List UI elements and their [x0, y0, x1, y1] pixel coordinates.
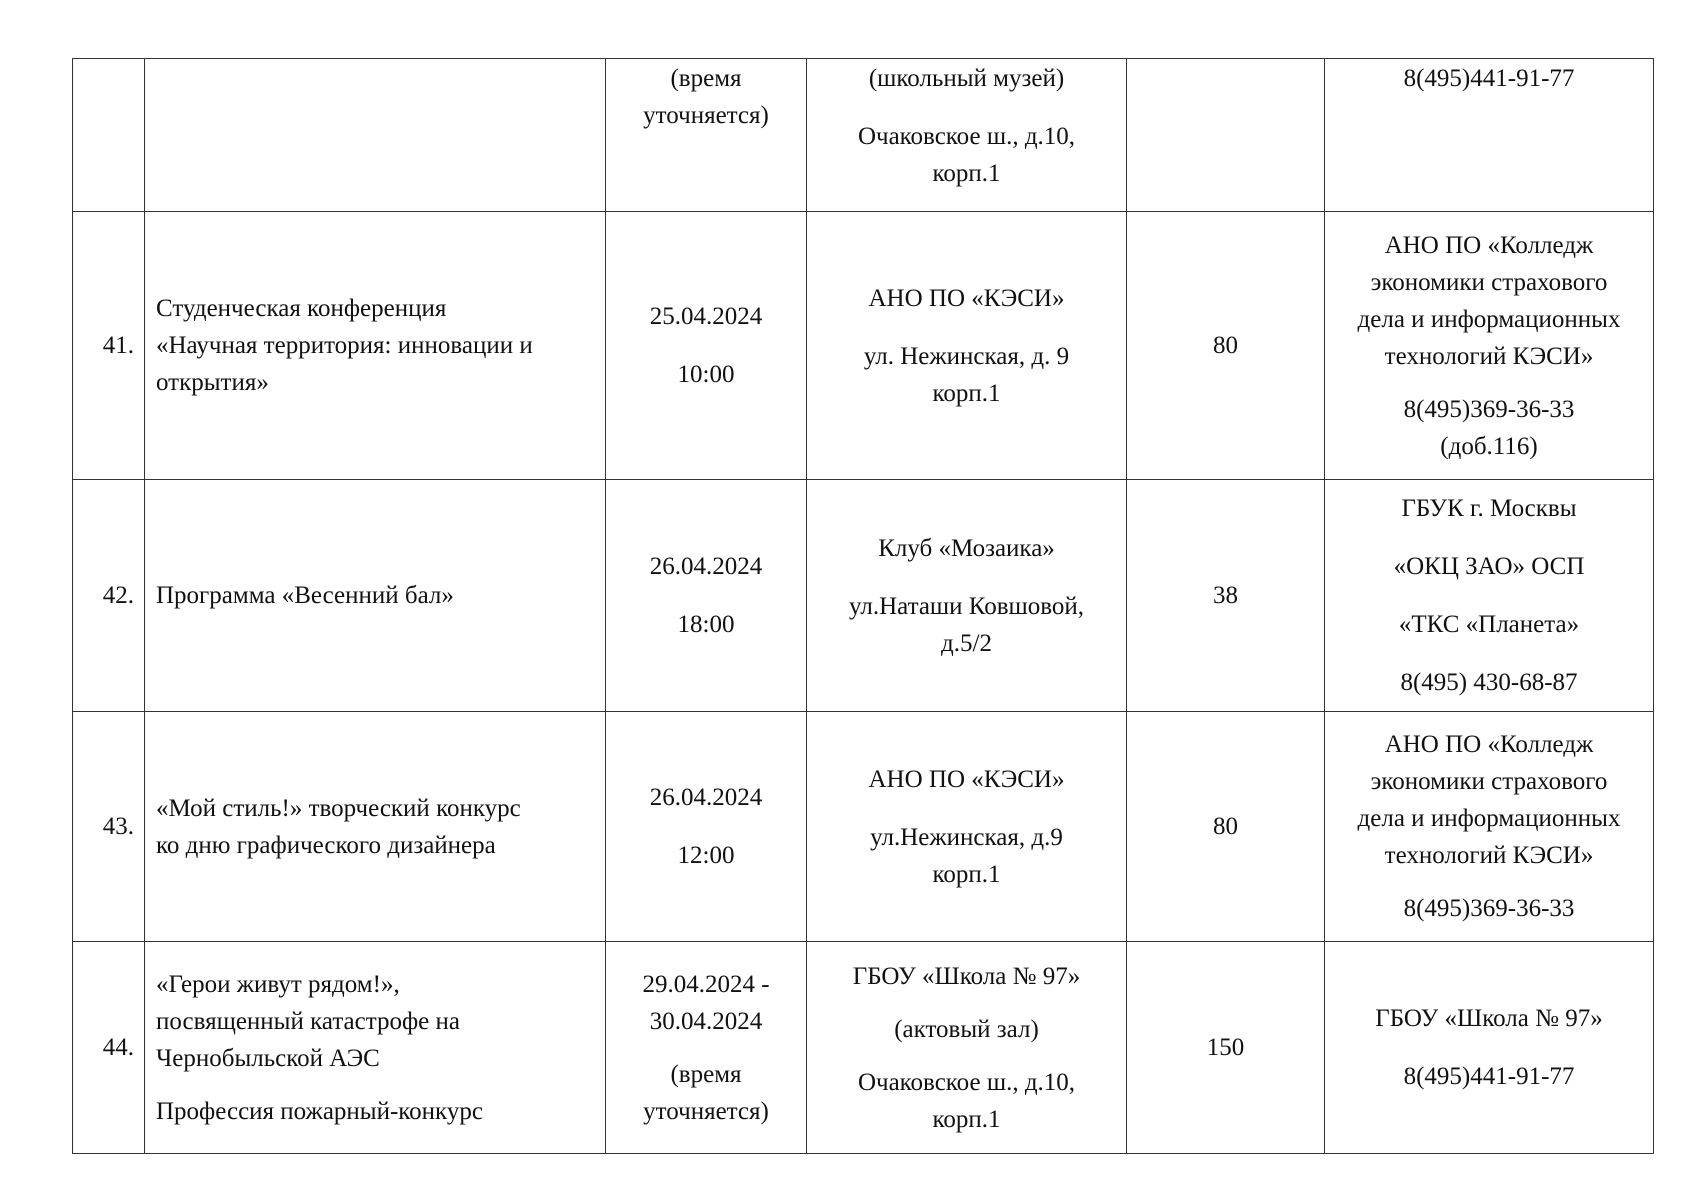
event-date-cell — [606, 942, 807, 1154]
participants-cell — [1127, 712, 1325, 942]
organizer-cell — [1325, 212, 1654, 480]
row-number-cell — [73, 59, 145, 212]
participants-count: 80 — [1213, 332, 1238, 359]
event-date-line: (время уточняется) — [643, 65, 769, 129]
event-place-line: Клуб «Мозаика» — [878, 534, 1055, 562]
event-title-line: Профессия пожарный-конкурс — [156, 1097, 483, 1125]
event-date-cell — [606, 212, 807, 480]
organizer-cell — [1325, 480, 1654, 712]
participants-count: 38 — [1213, 582, 1238, 609]
row-number: 43. — [102, 813, 134, 840]
organizer-line: «ТКС «Планета» — [1398, 611, 1580, 638]
event-time-line: 10:00 — [677, 361, 735, 388]
row-number-cell — [73, 712, 145, 942]
event-title-cell — [145, 212, 606, 480]
event-date-cell — [606, 59, 807, 212]
row-number-cell — [73, 942, 145, 1154]
organizer-cell — [1325, 712, 1654, 942]
event-place-line: Очаковское ш., д.10, корп.1 — [857, 123, 1076, 187]
event-place-line: (школьный музей) — [868, 65, 1065, 92]
row-number-cell — [73, 212, 145, 480]
event-place-cell — [807, 59, 1127, 212]
event-place-line: ул. Нежинская, д. 9 корп.1 — [863, 342, 1070, 407]
event-title-line: «Мой стиль!» творческий конкурс ко дню графического дизайнера — [156, 794, 521, 859]
event-place-line: ГБОУ «Школа № 97» — [852, 962, 1081, 990]
row-number: 42. — [102, 582, 134, 609]
event-title-cell — [145, 480, 606, 712]
event-date-cell — [606, 480, 807, 712]
row-number: 41. — [102, 332, 134, 359]
event-date-line: 26.04.2024 — [649, 784, 763, 811]
event-place-cell — [807, 942, 1127, 1154]
event-title-line: Студенческая конференция «Научная территория: инновации и открытия» — [156, 295, 533, 396]
event-place-cell — [807, 212, 1127, 480]
participants-count: 150 — [1206, 1034, 1245, 1061]
participants-cell — [1127, 212, 1325, 480]
participants-count: 80 — [1213, 813, 1238, 840]
organizer-phone: 8(495)441-91-77 — [1403, 1063, 1575, 1090]
event-place-line: ул.Нежинская, д.9 корп.1 — [870, 823, 1063, 888]
table-row — [73, 712, 1654, 942]
organizer-line: АНО ПО «Колледж экономики страхового дела и информационных технологий КЭСИ» — [1357, 231, 1621, 370]
table-row — [73, 59, 1654, 212]
organizer-phone: 8(495)369-36-33 (доб.116) — [1403, 395, 1575, 460]
organizer-line: АНО ПО «Колледж экономики страхового дела и информационных технологий КЭСИ» — [1357, 731, 1621, 869]
organizer-line: 8(495)441-91-77 — [1403, 65, 1575, 92]
event-date-line: 25.04.2024 — [649, 303, 763, 330]
event-title-cell — [145, 59, 606, 212]
event-place-line: АНО ПО «КЭСИ» — [868, 765, 1065, 793]
table-row — [73, 212, 1654, 480]
event-date-line: 29.04.2024 - 30.04.2024 — [642, 970, 770, 1035]
event-time-line: 18:00 — [677, 611, 735, 638]
participants-cell — [1127, 942, 1325, 1154]
participants-cell — [1127, 59, 1325, 212]
participants-cell — [1127, 480, 1325, 712]
row-number: 44. — [102, 1034, 134, 1061]
event-place-cell — [807, 480, 1127, 712]
organizer-phone: 8(495) 430-68-87 — [1400, 669, 1578, 696]
event-date-line: 26.04.2024 — [649, 553, 763, 580]
row-number-cell — [73, 480, 145, 712]
event-title-cell — [145, 712, 606, 942]
organizer-line: ГБОУ «Школа № 97» — [1375, 1005, 1603, 1032]
organizer-cell — [1325, 942, 1654, 1154]
event-date-cell — [606, 712, 807, 942]
event-time-line: 12:00 — [677, 842, 735, 869]
organizer-phone: 8(495)369-36-33 — [1403, 895, 1575, 922]
table-row — [73, 942, 1654, 1154]
organizer-line: «ОКЦ ЗАО» ОСП — [1393, 553, 1585, 580]
events-table — [72, 58, 1654, 1154]
event-title-line: «Герои живут рядом!», посвященный катастрофе на Чернобыльской АЭС — [156, 970, 460, 1072]
event-place-line: АНО ПО «КЭСИ» — [868, 284, 1065, 312]
event-place-line: Очаковское ш., д.10, корп.1 — [857, 1068, 1076, 1133]
event-place-line: (актовый зал) — [894, 1015, 1039, 1043]
event-title-line: Программа «Весенний бал» — [156, 582, 454, 609]
organizer-cell — [1325, 59, 1654, 212]
event-place-cell — [807, 712, 1127, 942]
event-title-cell — [145, 942, 606, 1154]
organizer-line: ГБУК г. Москвы — [1401, 495, 1577, 522]
event-time-line: (время уточняется) — [643, 1060, 769, 1125]
table-row — [73, 480, 1654, 712]
event-place-line: ул.Наташи Ковшовой, д.5/2 — [848, 592, 1085, 657]
